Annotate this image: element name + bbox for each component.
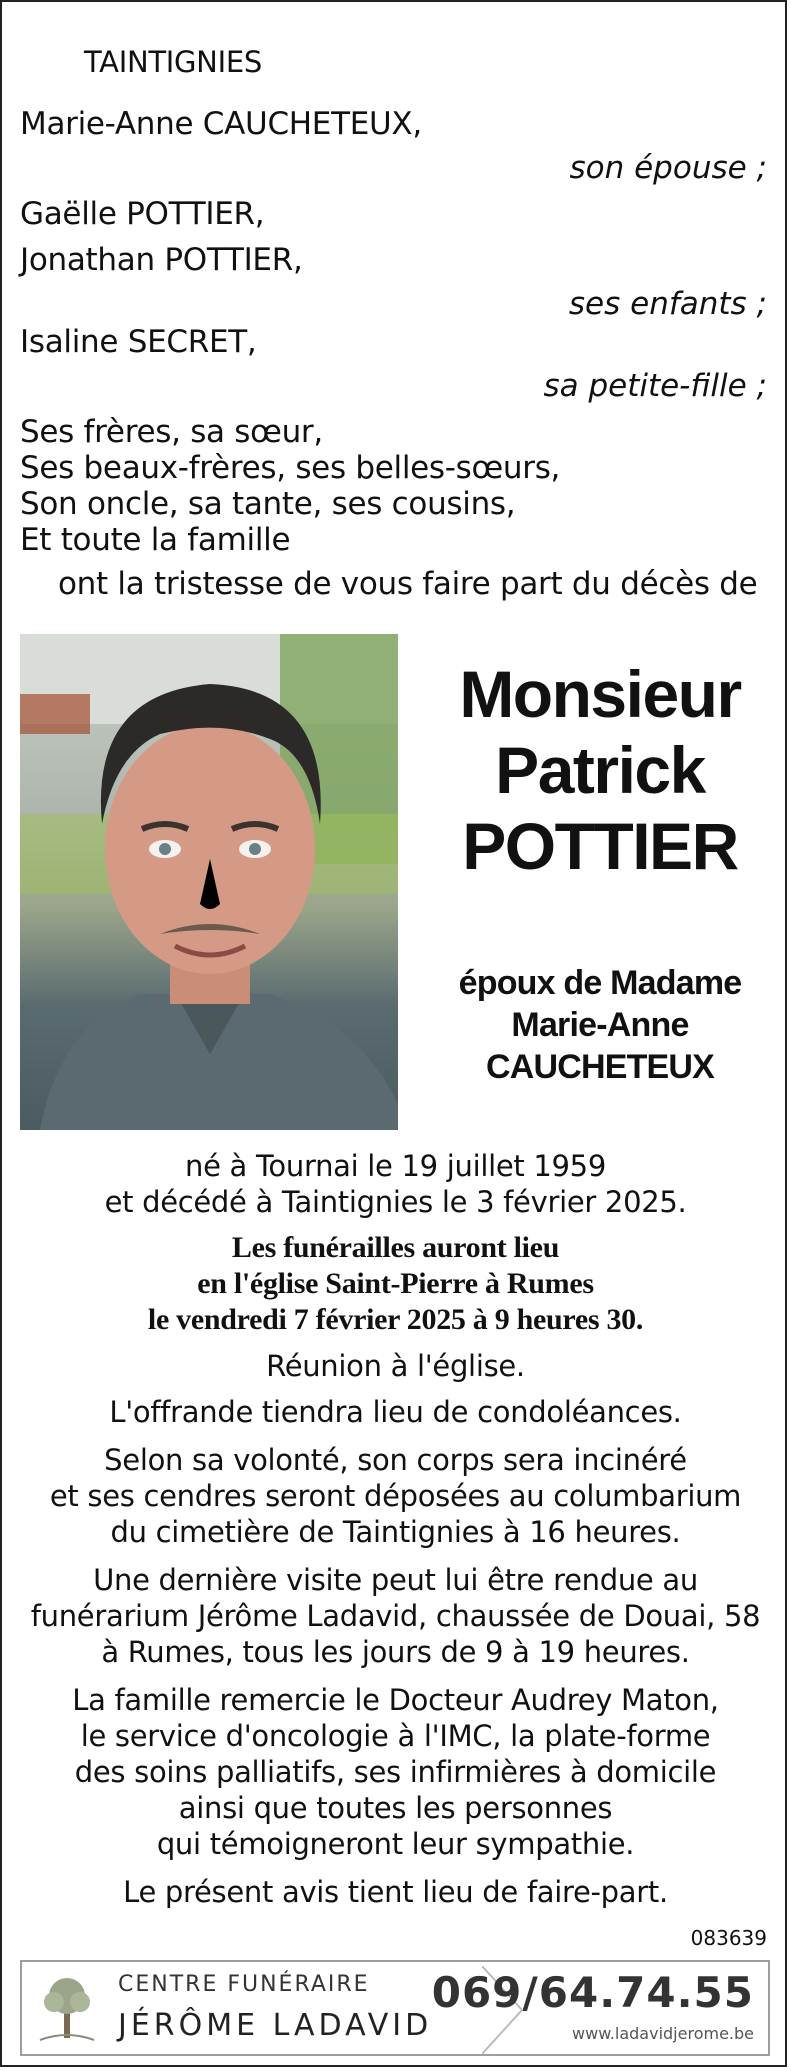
- deceased-name-block: [410, 656, 790, 884]
- funeral-line: Les funérailles auront lieu: [231, 1231, 560, 1264]
- spouse-line: Marie-Anne: [511, 1006, 689, 1044]
- birth-line: né à Tournai le 19 juillet 1959: [185, 1149, 606, 1183]
- child-name: Gaëlle POTTIER,: [20, 196, 265, 232]
- spouse-line: époux de Madame: [458, 964, 742, 1002]
- portrait-photo: [20, 634, 398, 1130]
- deceased-last-name: POTTIER: [462, 809, 738, 883]
- website-link[interactable]: www.ladavidjerome.be: [572, 2024, 754, 2043]
- thanks-line: qui témoigneront leur sympathie.: [156, 1827, 635, 1861]
- spouse-reference-block: [410, 962, 790, 1088]
- thanks-line: le service d'oncologie à l'IMC, la plate-forme: [80, 1719, 711, 1753]
- relatives-line: Ses frères, sa sœur,: [20, 414, 323, 450]
- visit-line: Une dernière visite peut lui être rendue au: [93, 1563, 698, 1597]
- grandchild-name: Isaline SECRET,: [20, 324, 257, 360]
- cremation-line: Selon sa volonté, son corps sera incinéré: [104, 1443, 687, 1477]
- visit-line: funérarium Jérôme Ladavid, chaussée de Douai, 58: [30, 1599, 761, 1633]
- visit-line: à Rumes, tous les jours de 9 à 19 heures.: [101, 1635, 690, 1669]
- announcement-line: ont la tristesse de vous faire part du décès de: [58, 566, 758, 602]
- cremation-line: et ses cendres seront déposées au columbarium: [49, 1479, 742, 1513]
- deceased-first-name: Patrick: [495, 733, 705, 807]
- relatives-line: Ses beaux-frères, ses belles-sœurs,: [20, 450, 561, 486]
- phone-number[interactable]: 069/64.74.55: [431, 1968, 754, 2017]
- funeral-home-banner: [20, 1960, 770, 2056]
- deceased-title: Monsieur: [459, 657, 741, 731]
- funeral-line: le vendredi 7 février 2025 à 9 heures 30.: [147, 1303, 644, 1336]
- spouse-name: Marie-Anne CAUCHETEUX,: [20, 106, 422, 142]
- cremation-line: du cimetière de Taintignies à 16 heures.: [110, 1515, 681, 1549]
- locality: TAINTIGNIES: [84, 45, 262, 79]
- thanks-line: des soins palliatifs, ses infirmières à domicile: [74, 1755, 717, 1789]
- funeral-home-label: CENTRE FUNÉRAIRE: [118, 1972, 370, 1997]
- spouse-relation: son épouse ;: [569, 150, 767, 186]
- funeral-home-name: JÉRÔME LADAVID: [118, 2008, 433, 2043]
- relatives-line: Et toute la famille: [20, 522, 291, 558]
- death-line: et décédé à Taintignies le 3 février 2025.: [104, 1185, 687, 1219]
- reference-number: 083639: [690, 1926, 767, 1950]
- portrait-illustration: [20, 634, 398, 1130]
- thanks-line: ainsi que toutes les personnes: [178, 1791, 613, 1825]
- closing-line: Le présent avis tient lieu de faire-part.: [123, 1875, 668, 1909]
- relatives-line: Son oncle, sa tante, ses cousins,: [20, 486, 516, 522]
- offering-line: L'offrande tiendra lieu de condoléances.: [109, 1395, 682, 1429]
- thanks-line: La famille remercie le Docteur Audrey Maton,: [72, 1683, 719, 1717]
- grandchild-relation: sa petite-fille ;: [543, 368, 767, 404]
- children-relation: ses enfants ;: [568, 286, 767, 322]
- child-name: Jonathan POTTIER,: [20, 242, 303, 278]
- funeral-line: en l'église Saint-Pierre à Rumes: [197, 1267, 594, 1300]
- tree-icon: [32, 1968, 102, 2048]
- meeting-line: Réunion à l'église.: [266, 1349, 525, 1383]
- spouse-line: CAUCHETEUX: [485, 1048, 715, 1086]
